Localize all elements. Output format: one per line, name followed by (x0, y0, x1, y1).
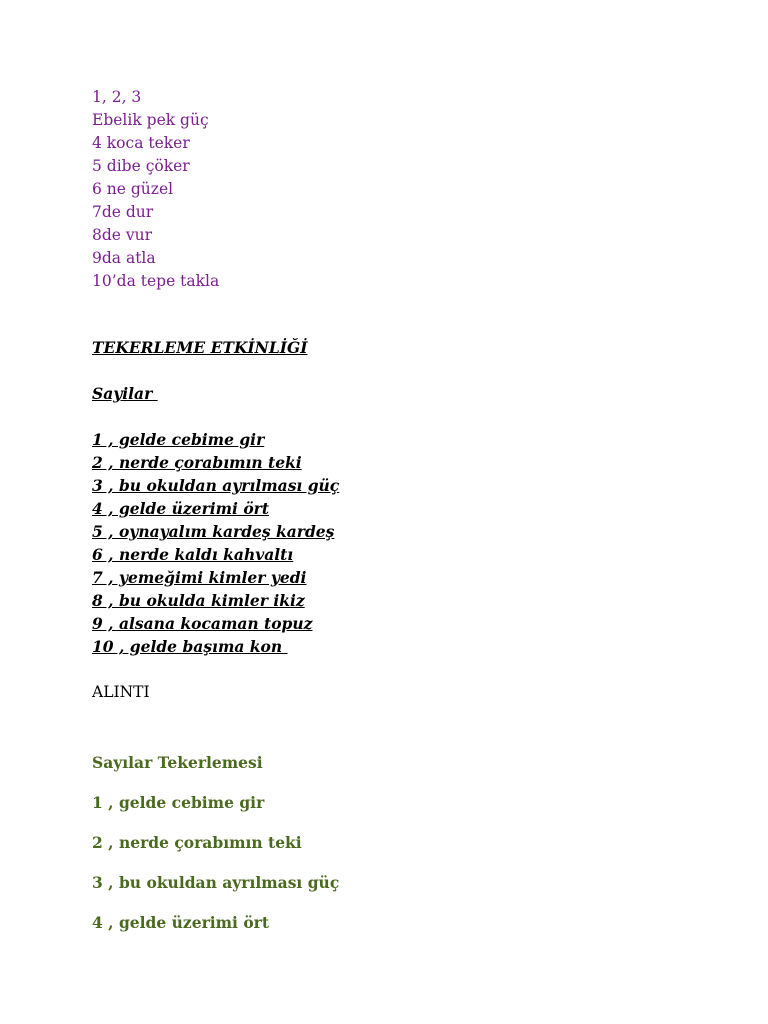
activity-line: 8 , bu okulda kimler ikiz (92, 591, 305, 610)
activity-title: TEKERLEME ETKİNLİĞİ (92, 338, 308, 357)
rhyme-line: 7de dur (92, 203, 154, 221)
numbers-rhyme-line: 1 , gelde cebime gir (92, 793, 265, 812)
document-page (92, 86, 732, 934)
rhyme-line: 5 dibe çöker (92, 157, 190, 175)
activity-line: 5 , oynayalım kardeş kardeş (92, 522, 335, 541)
rhyme-line: 10’da tepe takla (92, 272, 220, 290)
numbers-rhyme-line: 2 , nerde çorabımın teki (92, 833, 302, 852)
numbers-rhyme-line: 4 , gelde üzerimi ört (92, 913, 269, 932)
rhyme-line: 8de vur (92, 226, 153, 244)
rhyme-line: 6 ne güzel (92, 180, 174, 198)
activity-line: 1 , gelde cebime gir (92, 430, 265, 449)
activity-line: 7 , yemeğimi kimler yedi (92, 568, 307, 587)
rhyme-line: 1, 2, 3 (92, 88, 142, 106)
activity-line: 2 , nerde çorabımın teki (92, 453, 302, 472)
activity-line: 6 , nerde kaldı kahvaltı (92, 545, 294, 564)
rhyme-line: Ebelik pek güç (92, 111, 209, 129)
numbers-rhyme-block (92, 751, 732, 934)
rhyme-line: 9da atla (92, 249, 156, 267)
activity-list (92, 428, 732, 658)
activity-block (92, 336, 732, 658)
activity-line: 9 , alsana kocaman topuz (92, 614, 313, 633)
activity-line: 4 , gelde üzerimi ört (92, 499, 269, 518)
rhyme-block (92, 86, 732, 293)
activity-subtitle: Sayilar (92, 384, 158, 403)
numbers-rhyme-line: 3 , bu okuldan ayrılması güç (92, 873, 340, 892)
rhyme-line: 4 koca teker (92, 134, 190, 152)
source-note: ALINTI (92, 683, 150, 701)
numbers-rhyme-title: Sayılar Tekerlemesi (92, 753, 263, 772)
activity-line: 3 , bu okuldan ayrılması güç (92, 476, 340, 495)
activity-line: 10 , gelde başıma kon (92, 637, 288, 656)
